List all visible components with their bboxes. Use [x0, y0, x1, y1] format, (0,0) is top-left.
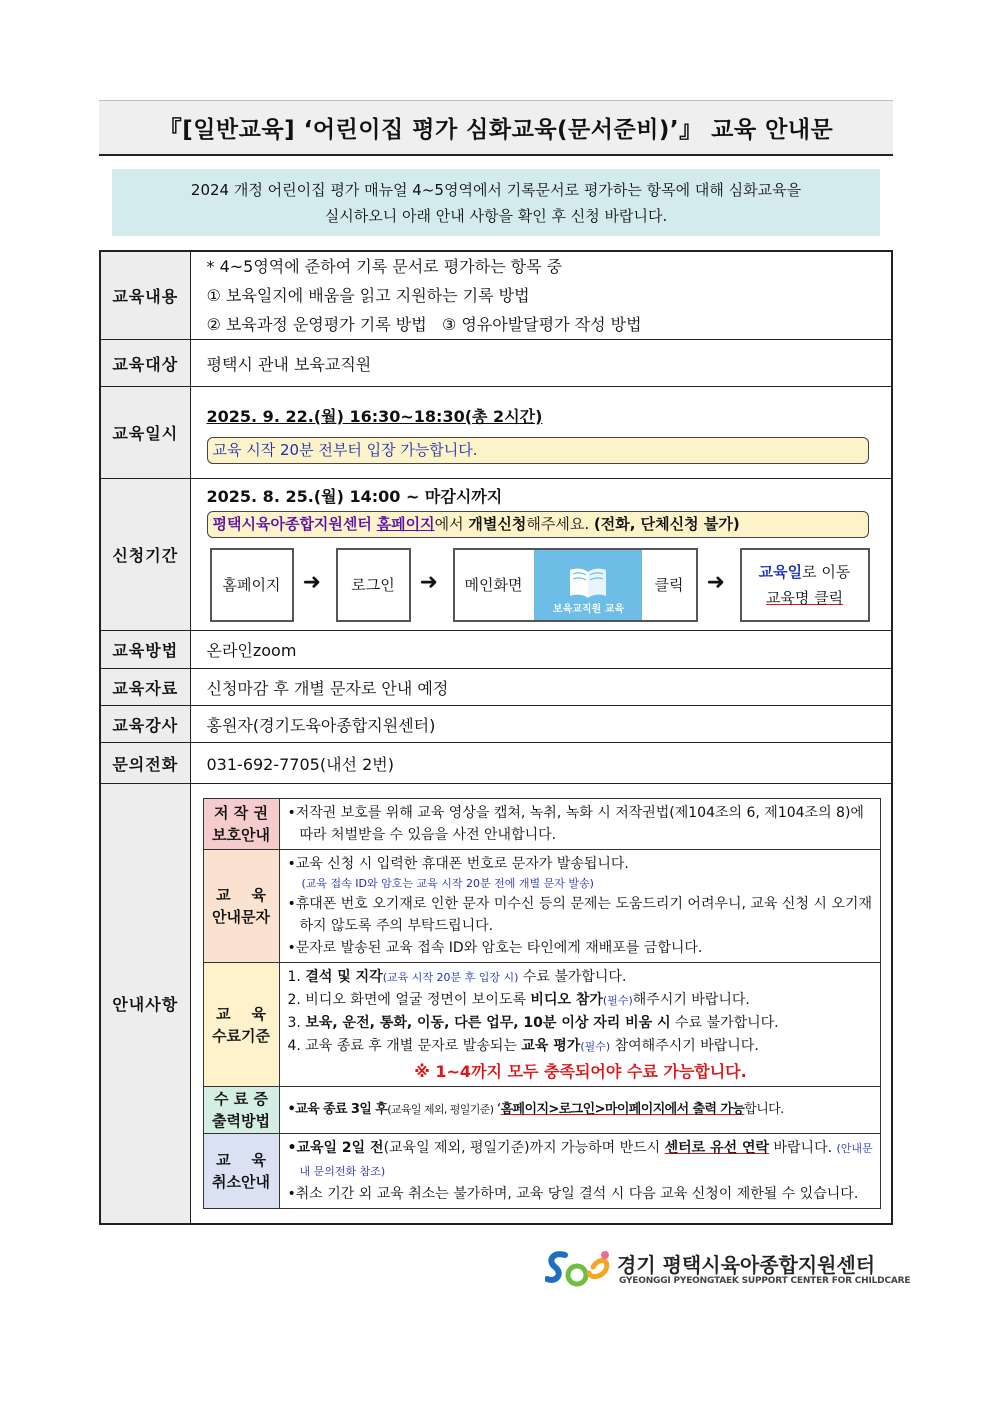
value-apply — [190, 479, 892, 631]
book-icon — [569, 566, 607, 600]
notice-cancel: 교 육 취소안내 •교육일 2일 전(교육일 제외, 평일기준)까지 가능하며 반드시 센터로 유선 연락 바랍니다. (안내문 내 문의전화 참조) •취소 기간 외 교육 취소는 불가하며, 교육 당일 결석 시 다음 교육 신청이 제한될 수 있습니다. — [203, 1134, 880, 1209]
value-notice — [190, 784, 892, 1225]
value-method: 온라인zoom — [190, 631, 892, 669]
row-content — [100, 251, 892, 340]
arrow-icon: ➜ — [419, 569, 438, 595]
row-datetime — [100, 387, 892, 479]
row-target — [100, 340, 892, 387]
apply-note: 평택시육아종합지원센터 홈페이지에서 개별신청해주세요. (전화, 단체신청 불가) — [207, 511, 869, 538]
value-lecturer: 홍원자(경기도육아종합지원센터) — [190, 706, 892, 743]
notice-certificate: 수 료 증 출력방법 •교육 종료 3일 후(교육일 제외, 평일기준) ‘홈페이지>로그인>마이페이지에서 출력 가능합니다. — [203, 1087, 880, 1134]
notice-completion: 교 육 수료기준 1. 결석 및 지각(교육 시작 20분 후 입장 시) 수료 불가합니다. 2. 비디오 화면에 얼굴 정면이 보이도록 비디오 참가(필수)해주시기 바랍니다. 3. 보육, 운전, 통화, 이동, 다른 업무, 10분 이상 자리 비움 시 수료 불가합니다. 4. 교육 종료 후 개별 문자로 발송되는 교육 평가(필수) 참여해주시기 바랍니다. ※ 1~4까지 모두 충족되어야 수료 가능합니다. — [203, 963, 880, 1087]
row-notice — [100, 784, 892, 1225]
intro-line-2: 실시하오니 아래 안내 사항을 확인 후 신청 바랍니다. — [324, 206, 668, 225]
label-material: 교육자료 — [100, 669, 190, 706]
label-lecturer: 교육강사 — [100, 706, 190, 743]
org-logo-icon — [545, 1247, 615, 1291]
arrow-icon: ➜ — [706, 569, 725, 595]
apply-flow — [207, 548, 892, 624]
org-logo — [545, 1247, 911, 1293]
label-target: 교육대상 — [100, 340, 190, 387]
flow-step-education-day: 교육일로 이동 교육명 클릭 — [740, 548, 870, 622]
intro-line-1: 2024 개정 어린이집 평가 매뉴얼 4~5영역에서 기록문서로 평가하는 항목에 대해 심화교육을 — [190, 180, 802, 199]
value-target: 평택시 관내 보육교직원 — [190, 340, 892, 387]
label-datetime: 교육일시 — [100, 387, 190, 479]
org-name-en: GYEONGGI PYEONGTAEK SUPPORT CENTER FOR CHILDCARE — [619, 1276, 911, 1286]
education-date: 2025. 9. 22.(월) 16:30~18:30(총 2시간) — [206, 406, 543, 426]
completion-warning: ※ 1~4까지 모두 충족되어야 수료 가능합니다. — [414, 1062, 747, 1081]
page-title: 『[일반교육] ‘어린이집 평가 심화교육(문서준비)’』 교육 안내문 — [99, 100, 893, 156]
notice-copyright: 저 작 권 보호안내 •저작권 보호를 위해 교육 영상을 캡쳐, 녹취, 녹화 시 저작권법(제104조의 6, 제104조의 8)에 따라 처벌받을 수 있음을 사전 안내합니다. — [203, 799, 880, 850]
homepage-link[interactable]: 홈페이지 — [376, 514, 435, 533]
arrow-icon: ➜ — [302, 569, 321, 595]
label-method: 교육방법 — [100, 631, 190, 669]
org-name: 경기 평택시육아종합지원센터 — [617, 1253, 876, 1277]
row-phone — [100, 743, 892, 784]
row-method — [100, 631, 892, 669]
mypage-print-link[interactable]: 홈페이지>로그인>마이페이지에서 출력 가능 — [500, 1102, 745, 1117]
label-content: 교육내용 — [100, 251, 190, 340]
value-datetime — [190, 387, 892, 479]
row-material — [100, 669, 892, 706]
flow-step-homepage: 홈페이지 — [210, 548, 294, 622]
intro-banner — [112, 169, 880, 236]
flow-step-main: 메인화면 보육교직원 교육 클릭 — [453, 548, 698, 622]
label-phone: 문의전화 — [100, 743, 190, 784]
value-content: * 4~5영역에 준하여 기록 문서로 평가하는 항목 중 ① 보육일지에 배움을 읽고 지원하는 기록 방법 ② 보육과정 운영평가 기록 방법 ③ 영유아발달평가 작성 방법 — [190, 251, 892, 340]
education-menu-tile[interactable]: 보육교직원 교육 — [534, 550, 642, 620]
label-apply: 신청기간 — [100, 479, 190, 631]
info-table — [99, 250, 893, 1225]
row-apply — [100, 479, 892, 631]
value-phone: 031-692-7705(내선 2번) — [190, 743, 892, 784]
value-material: 신청마감 후 개별 문자로 안내 예정 — [190, 669, 892, 706]
entry-note: 교육 시작 20분 전부터 입장 가능합니다. — [207, 437, 869, 464]
apply-period: 2025. 8. 25.(월) 14:00 ~ 마감시까지 — [206, 486, 503, 506]
notice-sms: 교 육 안내문자 •교육 신청 시 입력한 휴대폰 번호로 문자가 발송됩니다. (교육 접속 ID와 암호는 교육 시작 20분 전에 개별 문자 발송) •휴대폰 번호 오기재로 인한 문자 미수신 등의 문제는 도움드리기 어려우니, 교육 신청 시 오기재하지 않도록 주의 부탁드립니다. •문자로 발송된 교육 접속 ID와 암호는 타인에게 재배포를 금합니다. — [203, 850, 880, 963]
flow-step-login: 로그인 — [336, 548, 411, 622]
notice-table — [203, 798, 881, 1209]
row-lecturer — [100, 706, 892, 743]
label-notice: 안내사항 — [100, 784, 190, 1225]
